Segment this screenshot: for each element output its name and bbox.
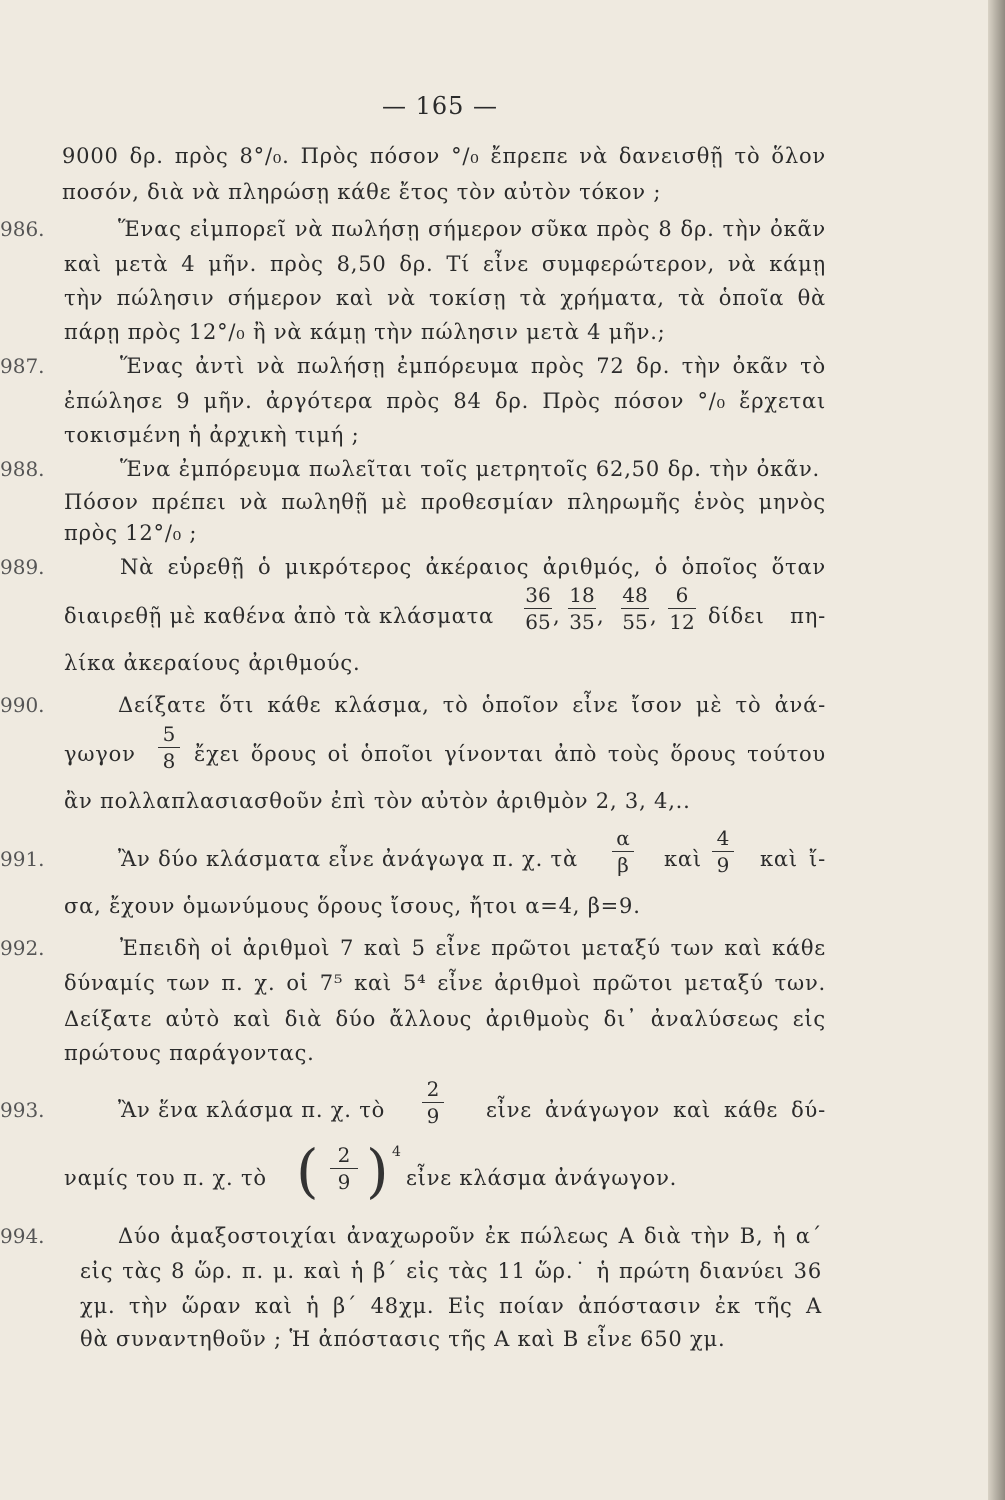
- fraction-4-9: [712, 826, 734, 877]
- fraction-alpha-beta: [612, 826, 634, 877]
- fraction-36-65: [524, 583, 552, 634]
- numerator: 18: [569, 583, 595, 607]
- p986-line-3: τὴν πώλησιν σήμερον καὶ νὰ τοκίσῃ τὰ χρήματα, τὰ ὁποῖα θὰ: [64, 286, 826, 310]
- p991-line-2: σα, ἔχουν ὁμωνύμους ὅρους ἴσους, ἤτοι α=4, β=9.: [64, 894, 641, 918]
- denominator: β: [617, 853, 629, 877]
- p987-line-1: Ἕνας ἀντὶ νὰ πωλήσῃ ἐμπόρευμα πρὸς 72 δρ. τὴν ὀκᾶν τὸ: [120, 354, 826, 378]
- fraction-6-12: [668, 583, 696, 634]
- p990-line-2b: ἔχει ὅρους οἱ ὁποῖοι γίνονται ἀπὸ τοὺς ὅρους τούτου: [194, 742, 826, 766]
- problem-number-987: 987.: [0, 354, 45, 378]
- p986-line-1: Ἕνας εἰμπορεῖ νὰ πωλήσῃ σήμερον σῦκα πρὸς 8 δρ. τὴν ὀκᾶν: [118, 217, 826, 241]
- comma: ,: [597, 604, 605, 628]
- comma: ,: [650, 604, 658, 628]
- page-number: — 165 —: [381, 92, 499, 120]
- p990-line-3: ἂν πολλαπλασιασθοῦν ἐπὶ τὸν αὐτὸν ἀριθμὸν 2, 3, 4,..: [64, 789, 691, 813]
- p994-line-1: Δύο ἁμαξοστοιχίαι ἀναχωροῦν ἐκ πώλεως Α διὰ τὴν Β, ἡ α´: [118, 1224, 822, 1248]
- p993-line-2a: ναμίς του π. χ. τὸ: [64, 1166, 267, 1190]
- p987-line-3: τοκισμένη ἡ ἀρχικὴ τιμή ;: [64, 423, 360, 447]
- denominator: 9: [426, 1104, 440, 1128]
- denominator: 12: [669, 610, 695, 634]
- fraction-2-9: [422, 1077, 444, 1128]
- p988-line-3: πρὸς 12°/₀ ;: [64, 521, 198, 545]
- problem-number-986: 986.: [0, 217, 45, 241]
- p985-line-2: ποσόν, διὰ νὰ πληρώσῃ κάθε ἔτος τὸν αὐτὸν τόκον ;: [62, 180, 662, 204]
- numerator: 6: [675, 583, 689, 607]
- numerator: 48: [622, 583, 648, 607]
- p988-line-2: Πόσον πρέπει νὰ πωληθῇ μὲ προθεσμίαν πληρωμῆς ἑνὸς μηνὸς: [64, 490, 826, 514]
- p992-line-3: Δείξατε αὐτὸ καὶ διὰ δύο ἄλλους ἀριθμοὺς δι᾽ ἀναλύσεως εἰς: [64, 1007, 826, 1031]
- fraction-18-35: [568, 583, 596, 634]
- p991-line-1b: καὶ: [664, 847, 702, 871]
- p989-line-2a: διαιρεθῇ μὲ καθένα ἀπὸ τὰ κλάσματα: [64, 604, 495, 628]
- denominator: 9: [337, 1170, 351, 1194]
- denominator: 55: [622, 610, 648, 634]
- fraction-48-55: [621, 583, 649, 634]
- p986-line-4: πάρῃ πρὸς 12°/₀ ἢ νὰ κάμῃ τὴν πώλησιν μετὰ 4 μῆν.;: [64, 320, 666, 344]
- problem-number-991: 991.: [0, 847, 45, 871]
- denominator: 8: [162, 749, 176, 773]
- p993-line-1b: εἶνε ἀνάγωγον καὶ κάθε δύ-: [486, 1098, 826, 1122]
- denominator: 35: [569, 610, 595, 634]
- p992-line-1: Ἐπειδὴ οἱ ἀριθμοὶ 7 καὶ 5 εἶνε πρῶτοι μεταξύ των καὶ κάθε: [120, 936, 826, 960]
- numerator: 5: [162, 722, 176, 746]
- exponent: 4: [392, 1144, 401, 1160]
- problem-number-989: 989.: [0, 555, 45, 579]
- denominator: 9: [716, 853, 730, 877]
- p993-line-2b: εἶνε κλάσμα ἀνάγωγον.: [406, 1166, 678, 1190]
- fraction-5-8: [158, 722, 180, 773]
- right-parenthesis: ): [366, 1137, 389, 1205]
- p994-line-2: εἰς τὰς 8 ὥρ. π. μ. καὶ ἡ β´ εἰς τὰς 11 ὥρ.˙ ἡ πρώτη διανύει 36: [80, 1259, 822, 1283]
- p993-line-1a: Ἂν ἕνα κλάσμα π. χ. τὸ: [118, 1098, 386, 1122]
- problem-number-994: 994.: [0, 1224, 45, 1248]
- p994-line-3: χμ. τὴν ὥραν καὶ ἡ β´ 48χμ. Εἰς ποίαν ἀπόστασιν ἐκ τῆς Α: [80, 1294, 822, 1318]
- p991-line-1a: Ἂν δύο κλάσματα εἶνε ἀνάγωγα π. χ. τὰ: [118, 847, 578, 871]
- numerator: 2: [337, 1143, 351, 1167]
- p987-line-2: ἐπώλησε 9 μῆν. ἀργότερα πρὸς 84 δρ. Πρὸς πόσον °/₀ ἔρχεται: [64, 389, 826, 413]
- p985-line-1: 9000 δρ. πρὸς 8°/₀. Πρὸς πόσον °/₀ ἔπρεπε νὰ δανεισθῇ τὸ ὅλον: [62, 144, 826, 168]
- p986-line-2: καὶ μετὰ 4 μῆν. πρὸς 8,50 δρ. Τί εἶνε συμφερώτερον, νὰ κάμῃ: [64, 252, 826, 276]
- denominator: 65: [525, 610, 551, 634]
- p990-line-2a: γωγον: [64, 742, 136, 766]
- problem-number-990: 990.: [0, 693, 45, 717]
- numerator: 2: [426, 1077, 440, 1101]
- comma: ,: [553, 604, 561, 628]
- p989-line-3: λίκα ἀκεραίους ἀριθμούς.: [64, 651, 361, 675]
- p989-line-1: Νὰ εὑρεθῇ ὁ μικρότερος ἀκέραιος ἀριθμός, ὁ ὁποῖος ὅταν: [120, 555, 826, 579]
- p994-line-4: θὰ συναντηθοῦν ; Ἡ ἀπόστασις τῆς Α καὶ Β εἶνε 650 χμ.: [80, 1327, 726, 1351]
- problem-number-988: 988.: [0, 457, 45, 481]
- p992-line-2: δύναμίς των π. χ. οἱ 7⁵ καὶ 5⁴ εἶνε ἀριθμοὶ πρῶτοι μεταξύ των.: [64, 971, 826, 995]
- numerator: 36: [525, 583, 551, 607]
- left-parenthesis: (: [296, 1137, 319, 1205]
- fraction-2-9-power: [330, 1143, 358, 1194]
- p991-line-1c: καὶ ἴ-: [760, 847, 826, 871]
- page-edge: [988, 0, 1005, 1500]
- numerator: 4: [716, 826, 730, 850]
- p992-line-4: πρώτους παράγοντας.: [64, 1041, 315, 1065]
- numerator: α: [616, 826, 630, 850]
- problem-number-992: 992.: [0, 936, 45, 960]
- problem-number-993: 993.: [0, 1098, 45, 1122]
- p988-line-1: Ἕνα ἐμπόρευμα πωλεῖται τοῖς μετρητοῖς 62,50 δρ. τὴν ὀκᾶν.: [120, 457, 820, 481]
- p990-line-1: Δείξατε ὅτι κάθε κλάσμα, τὸ ὁποῖον εἶνε ἴσον μὲ τὸ ἀνά-: [118, 693, 826, 717]
- p989-line-2b: δίδει πη-: [708, 604, 826, 628]
